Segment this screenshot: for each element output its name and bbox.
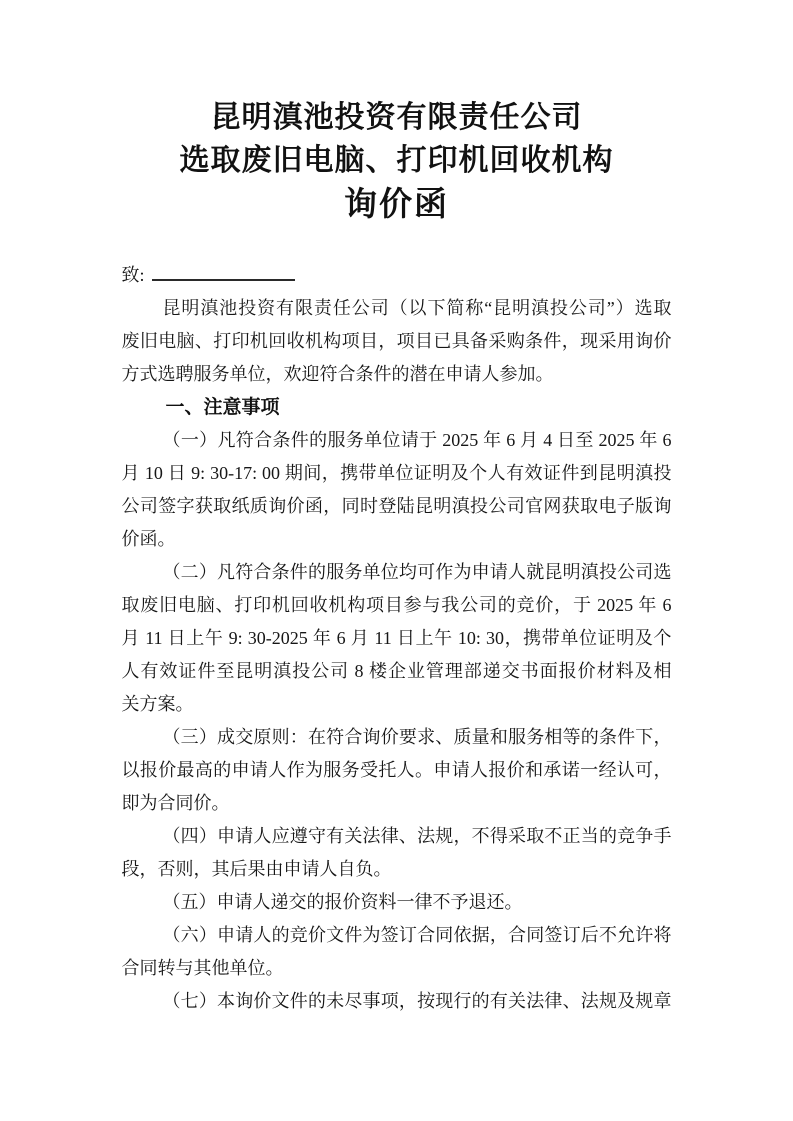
paragraph-line: （二）凡符合条件的服务单位均可作为申请人就昆明滇投公司选 <box>162 562 672 582</box>
paragraph-line: 方式选聘服务单位，欢迎符合条件的潜在申请人参加。 <box>121 364 554 384</box>
title-company-name: 昆明滇池投资有限责任公司 <box>210 101 583 134</box>
paragraph-line: 段，否则，其后果由申请人自负。 <box>121 859 392 879</box>
paragraph-line: （一）凡符合条件的服务单位请于 2025 年 6 月 4 日至 2025 年 6 <box>162 430 672 450</box>
notice-items-list <box>122 424 672 1018</box>
paragraph-line: 月 10 日 9: 30-17: 00 期间，携带单位证明及个人有效证件到昆明滇投 <box>121 463 672 483</box>
document-title-block <box>0 0 793 226</box>
paragraph-line: 月 11 日上午 9: 30-2025 年 6 月 11 日上午 10: 30，携带单位证明及个 <box>121 628 672 648</box>
paragraph-line: 合同转与其他单位。 <box>121 958 284 978</box>
paragraph-line: 取废旧电脑、打印机回收机构项目参与我公司的竞价，于 2025 年 6 <box>121 595 672 615</box>
notice-item-paragraph <box>122 820 672 886</box>
notice-item-paragraph <box>122 886 672 919</box>
paragraph-line: （四）申请人应遵守有关法律、法规，不得采取不正当的竞争手 <box>162 826 672 846</box>
title-project-name: 选取废旧电脑、打印机回收机构 <box>179 144 614 177</box>
paragraph-line: （七）本询价文件的未尽事项，按现行的有关法律、法规及规章 <box>162 991 672 1011</box>
document-body <box>122 259 672 1018</box>
paragraph-line: 关方案。 <box>121 694 194 714</box>
paragraph-line: 昆明滇池投资有限责任公司（以下简称“昆明滇投公司”）选取 <box>162 298 672 318</box>
salutation-label: 致: <box>121 265 145 285</box>
paragraph-line: 以报价最高的申请人作为服务受托人。申请人报价和承诺一经认可， <box>121 760 672 780</box>
paragraph-line: （六）申请人的竞价文件为签订合同依据，合同签订后不允许将 <box>162 925 672 945</box>
paragraph-line: （三）成交原则：在符合询价要求、质量和服务相等的条件下， <box>162 727 672 747</box>
paragraph-line: 即为合同价。 <box>121 793 230 813</box>
paragraph-line: （五）申请人递交的报价资料一律不予退还。 <box>162 892 523 912</box>
paragraph-line: 公司签字获取纸质询价函，同时登陆昆明滇投公司官网获取电子版询 <box>121 496 672 516</box>
paragraph-line: 人有效证件至昆明滇投公司 8 楼企业管理部递交书面报价材料及相 <box>121 661 672 681</box>
intro-paragraph <box>122 292 672 391</box>
notice-item-paragraph <box>122 556 672 721</box>
paragraph-line: 废旧电脑、打印机回收机构项目，项目已具备采购条件，现采用询价 <box>121 331 672 351</box>
notice-item-paragraph <box>122 919 672 985</box>
paragraph-line: 价函。 <box>121 529 176 549</box>
salutation-line <box>122 259 672 292</box>
section-heading-notice: 一、注意事项 <box>165 397 280 418</box>
recipient-blank-underline <box>152 266 295 281</box>
notice-item-paragraph <box>122 985 672 1018</box>
notice-item-paragraph <box>122 721 672 820</box>
title-doc-type: 询价函 <box>344 185 449 222</box>
notice-item-paragraph <box>122 424 672 556</box>
